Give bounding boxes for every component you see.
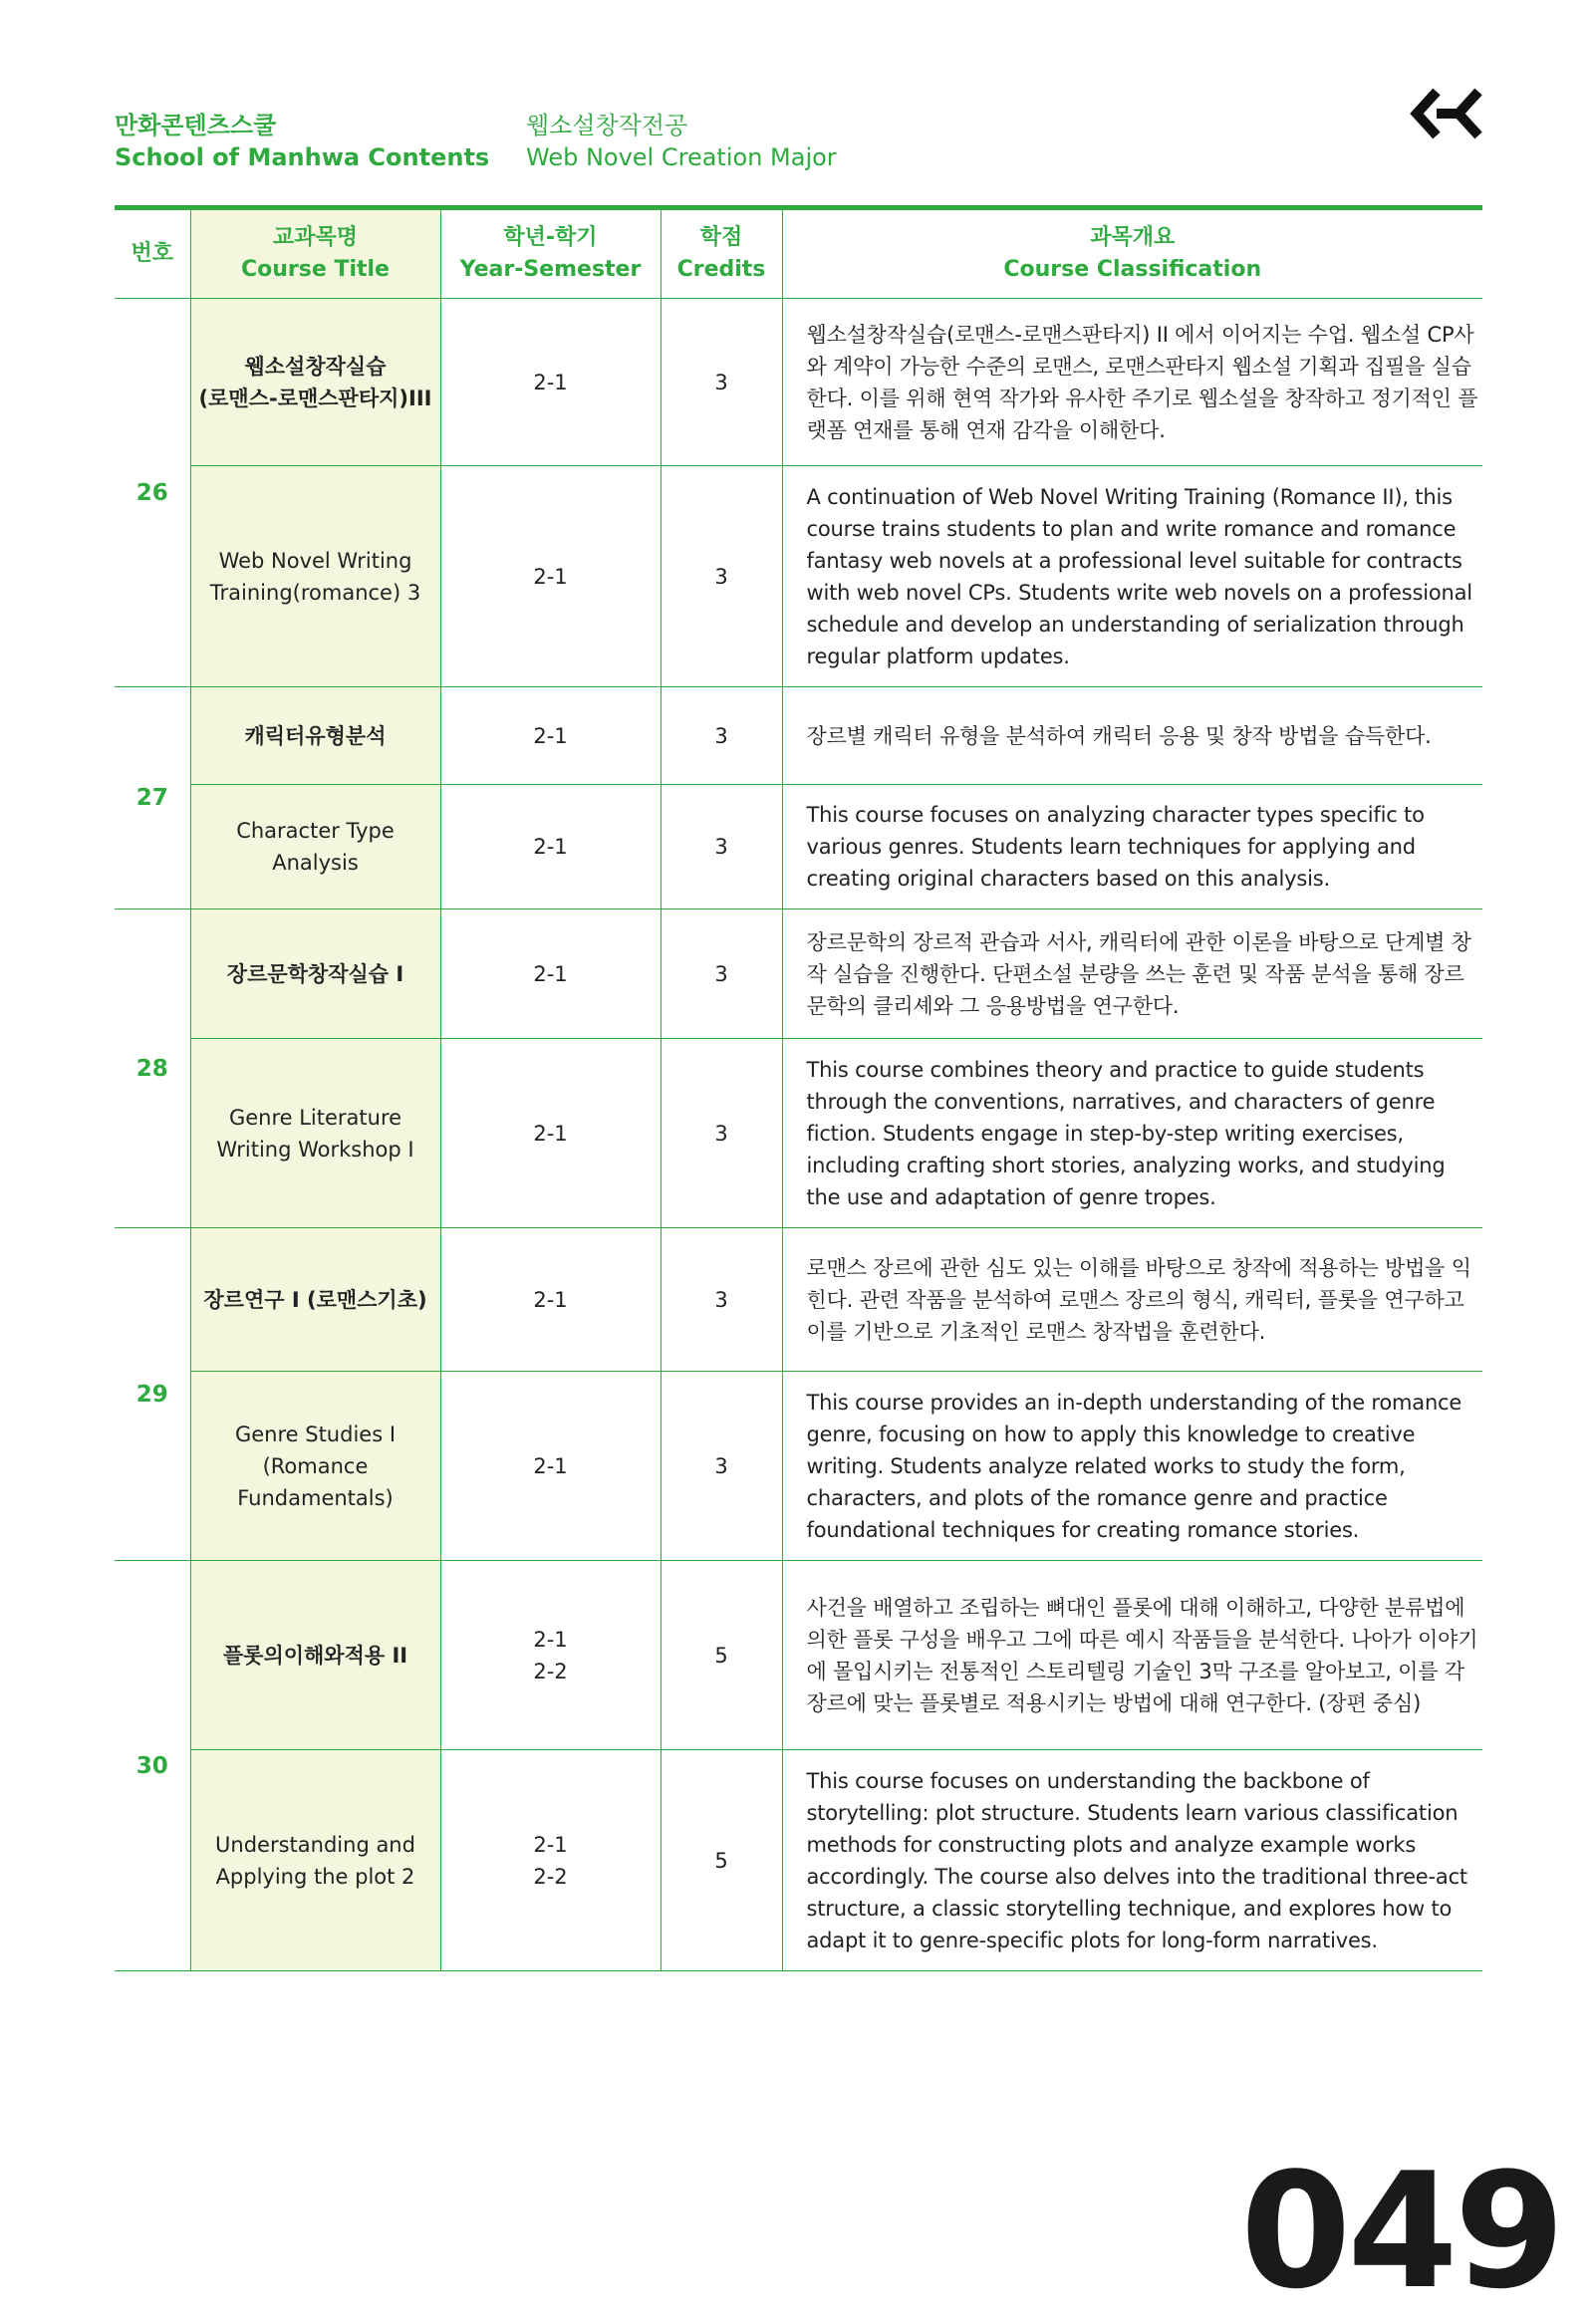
course-description: A continuation of Web Novel Writing Training (Romance II), this course trains students to plan and write romance and romance fantasy web novels at a professional level suitable for contracts with web novel CPs. Students write web novels on a professional schedule and develop an understanding of serialization through regular platform updates. [782, 466, 1482, 687]
major-name-ko: 웹소설창작전공 [526, 112, 688, 139]
course-title: 장르연구 I (로맨스기초) [190, 1228, 440, 1372]
course-title: 캐릭터유형분석 [190, 687, 440, 785]
year-semester: 2-1 [440, 1372, 661, 1561]
credits: 3 [661, 466, 782, 687]
header-credits: 학점 Credits [661, 210, 782, 299]
year-semester: 2-1 [440, 785, 661, 909]
credits: 3 [661, 687, 782, 785]
year-semester: 2-1 2-2 [440, 1750, 661, 1971]
school-name [115, 110, 489, 173]
table-row [115, 299, 1482, 466]
course-title: Genre Literature Writing Workshop I [190, 1039, 440, 1228]
school-name-ko: 만화콘텐츠스쿨 [115, 112, 277, 139]
course-description: This course focuses on understanding the backbone of storytelling: plot structure. Students learn various classification methods for constructing plots and analyze example works accordingly. The course also delves into the traditional three-act structure, a classic storytelling technique, and explores how to adapt it to genre-specific plots for long-form narratives. [782, 1750, 1482, 1971]
credits: 3 [661, 1039, 782, 1228]
credits: 5 [661, 1561, 782, 1750]
year-semester: 2-1 [440, 466, 661, 687]
course-number: 30 [115, 1561, 190, 1971]
course-description: This course provides an in-depth understanding of the romance genre, focusing on how to apply this knowledge to creative writing. Students analyze related works to study the form, characters, and plots of the romance genre and practice foundational techniques for creating romance stories. [782, 1372, 1482, 1561]
major-name-en: Web Novel Creation Major [526, 143, 837, 171]
course-number: 27 [115, 687, 190, 909]
course-number: 29 [115, 1228, 190, 1561]
course-table-body [115, 299, 1482, 1971]
credits: 3 [661, 1372, 782, 1561]
header-course-title: 교과목명 Course Title [190, 210, 440, 299]
table-row [115, 687, 1482, 785]
course-description: This course combines theory and practice to guide students through the conventions, narratives, and characters of genre fiction. Students engage in step-by-step writing exercises, including crafting short stories, analyzing works, and studying the use and adaptation of genre tropes. [782, 1039, 1482, 1228]
page-number: 049 [1240, 2138, 1561, 2324]
course-title: 장르문학창작실습 I [190, 909, 440, 1039]
course-title: Understanding and Applying the plot 2 [190, 1750, 440, 1971]
year-semester: 2-1 2-2 [440, 1561, 661, 1750]
credits: 3 [661, 909, 782, 1039]
year-semester: 2-1 [440, 1039, 661, 1228]
credits: 3 [661, 785, 782, 909]
header-no: 번호 [115, 210, 190, 299]
table-row [115, 785, 1482, 909]
course-description: 장르문학의 장르적 관습과 서사, 캐릭터에 관한 이론을 바탕으로 단계별 창작 실습을 진행한다. 단편소설 분량을 쓰는 훈련 및 작품 분석을 통해 장르문학의 클리셰와 그 응용방법을 연구한다. [782, 909, 1482, 1039]
table-row [115, 1750, 1482, 1971]
school-name-en: School of Manhwa Contents [115, 143, 490, 171]
course-description: This course focuses on analyzing character types specific to various genres. Students learn techniques for applying and creating original characters based on this analysis. [782, 785, 1482, 909]
course-title: Web Novel Writing Training(romance) 3 [190, 466, 440, 687]
course-description: 장르별 캐릭터 유형을 분석하여 캐릭터 응용 및 창작 방법을 습득한다. [782, 687, 1482, 785]
table-row [115, 1561, 1482, 1750]
credits: 5 [661, 1750, 782, 1971]
course-title: 플롯의이해와적용 II [190, 1561, 440, 1750]
credits: 3 [661, 1228, 782, 1372]
year-semester: 2-1 [440, 299, 661, 466]
course-number: 28 [115, 909, 190, 1228]
course-table [115, 210, 1482, 1971]
major-name [526, 110, 837, 173]
year-semester: 2-1 [440, 909, 661, 1039]
course-title: 웹소설창작실습 (로맨스-로맨스판타지)III [190, 299, 440, 466]
course-number: 26 [115, 299, 190, 687]
course-title: Character Type Analysis [190, 785, 440, 909]
year-semester: 2-1 [440, 687, 661, 785]
course-title: Genre Studies I (Romance Fundamentals) [190, 1372, 440, 1561]
header-classification: 과목개요 Course Classification [782, 210, 1482, 299]
table-row [115, 1372, 1482, 1561]
table-row [115, 1039, 1482, 1228]
course-description: 웹소설창작실습(로맨스-로맨스판타지) II 에서 이어지는 수업. 웹소설 CP사와 계약이 가능한 수준의 로맨스, 로맨스판타지 웹소설 기획과 집필을 실습한다. 이를 위해 현역 작가와 유사한 주기로 웹소설을 창작하고 정기적인 플랫폼 연재를 통해 연재 감각을 이해한다. [782, 299, 1482, 466]
credits: 3 [661, 299, 782, 466]
table-row [115, 1228, 1482, 1372]
header-year-semester: 학년-학기 Year-Semester [440, 210, 661, 299]
ck-logo-icon [1407, 86, 1482, 141]
table-row [115, 466, 1482, 687]
course-description: 사건을 배열하고 조립하는 뼈대인 플롯에 대해 이해하고, 다양한 분류법에 의한 플롯 구성을 배우고 그에 따른 예시 작품들을 분석한다. 나아가 이야기에 몰입시키는 전통적인 스토리텔링 기술인 3막 구조를 알아보고, 이를 각 장르에 맞는 플롯별로 적용시키는 방법에 대해 연구한다. (장편 중심) [782, 1561, 1482, 1750]
table-header-row [115, 210, 1482, 299]
table-row [115, 909, 1482, 1039]
year-semester: 2-1 [440, 1228, 661, 1372]
course-description: 로맨스 장르에 관한 심도 있는 이해를 바탕으로 창작에 적용하는 방법을 익힌다. 관련 작품을 분석하여 로맨스 장르의 형식, 캐릭터, 플롯을 연구하고 이를 기반으로 기초적인 로맨스 창작법을 훈련한다. [782, 1228, 1482, 1372]
